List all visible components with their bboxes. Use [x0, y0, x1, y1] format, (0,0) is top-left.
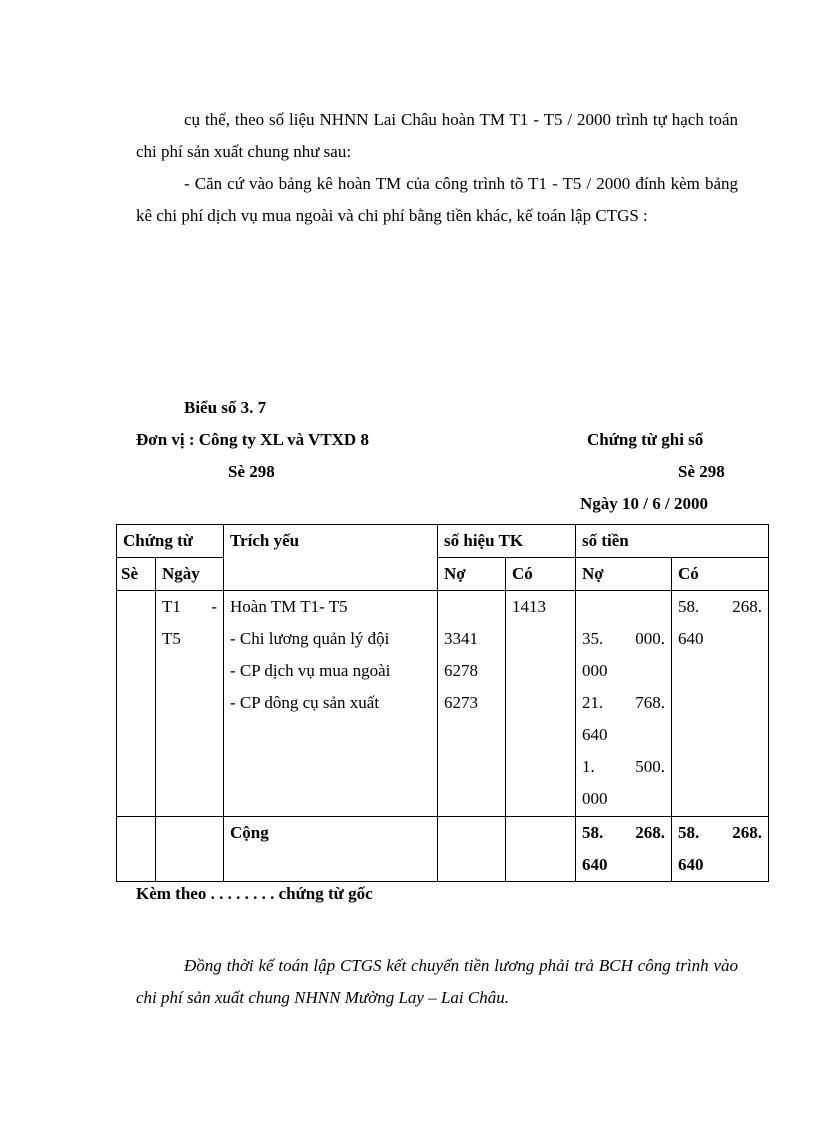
cell-tien-co	[672, 591, 769, 817]
tk-co-value: 1413	[512, 597, 547, 616]
tien-no-line: 21. 768.	[582, 693, 666, 712]
tien-no-line: 35. 000.	[582, 629, 666, 648]
header-so-hieu-tk: số hiệu TK	[438, 525, 576, 558]
subheader-tien-co: Có	[672, 558, 769, 591]
subheader-tk-no: Nợ	[438, 558, 506, 591]
attached-documents-note: Kèm theo . . . . . . . . chứng từ gốc	[136, 884, 373, 903]
document-title: Chứng từ ghi sổ	[587, 430, 704, 449]
total-no: 58. 268. 640	[576, 817, 672, 882]
ngay-dash: -	[211, 597, 218, 616]
header-chung-tu: Chứng từ	[117, 525, 224, 558]
trich-yeu-line: - Chi lương quản lý đội	[230, 629, 390, 648]
unit-name: Đơn vị : Công ty XL và VTXD 8	[136, 430, 369, 449]
tien-no-line: 1. 500.	[582, 757, 666, 776]
intro-paragraph-2: - Căn cứ vào bảng kê hoàn TM của công trình tõ T1 - T5 / 2000 đính kèm bảng kê chi phí dịch vụ mua ngoài và chi phí bằng tiền khác, kế toán lập CTGS :	[136, 174, 738, 225]
voucher-number-left: Sè 298	[228, 462, 275, 481]
table-subheader-row	[117, 558, 769, 591]
closing-paragraph: Đồng thời kế toán lập CTGS kết chuyển tiền lương phải trả BCH công trình vào chi phí sản xuất chung NHNN Mường Lay – Lai Châu.	[136, 956, 738, 1007]
cell-trich-yeu	[224, 591, 438, 817]
voucher-number-right: Sè 298	[678, 462, 725, 481]
total-row	[117, 817, 769, 882]
tien-co-line: 640	[678, 629, 704, 648]
trich-yeu-line: - CP dịch vụ mua ngoài	[230, 661, 391, 680]
total-co: 58. 268. 640	[672, 817, 769, 882]
subheader-ngay: Ngày	[156, 558, 224, 591]
total-label: Cộng	[224, 817, 438, 882]
ngay-from: T1	[162, 597, 181, 616]
cell-tk-no	[438, 591, 506, 817]
tien-co-line: 58. 268.	[678, 597, 763, 616]
tien-no-line: 000	[582, 789, 608, 808]
form-number: Biểu số 3. 7	[184, 398, 267, 417]
header-so-tien: số tiền	[576, 525, 769, 558]
subheader-tien-no: Nợ	[576, 558, 672, 591]
tk-no-value: 6278	[444, 661, 479, 680]
ngay-to: T5	[162, 629, 181, 648]
header-trich-yeu: Trích yếu	[224, 525, 438, 591]
subheader-so: Sè	[117, 558, 156, 591]
document-date: Ngày 10 / 6 / 2000	[580, 494, 708, 513]
intro-paragraph-1: cụ thể, theo số liệu NHNN Lai Châu hoàn TM T1 - T5 / 2000 trình tự hạch toán chi phí sản xuất chung như sau:	[136, 110, 738, 161]
tien-no-line: 000	[582, 661, 608, 680]
tk-no-value: 3341	[444, 629, 479, 648]
cell-ngay	[156, 591, 224, 817]
trich-yeu-line: Hoàn TM T1- T5	[230, 597, 348, 616]
subheader-tk-co: Có	[506, 558, 576, 591]
table-row	[117, 591, 769, 817]
voucher-table	[116, 524, 769, 882]
trich-yeu-line: - CP dông cụ sản xuất	[230, 693, 380, 712]
tien-no-line: 640	[582, 725, 608, 744]
tk-no-value: 6273	[444, 693, 479, 712]
table-header-row	[117, 525, 769, 558]
cell-so	[117, 591, 156, 817]
cell-tk-co	[506, 591, 576, 817]
cell-tien-no	[576, 591, 672, 817]
